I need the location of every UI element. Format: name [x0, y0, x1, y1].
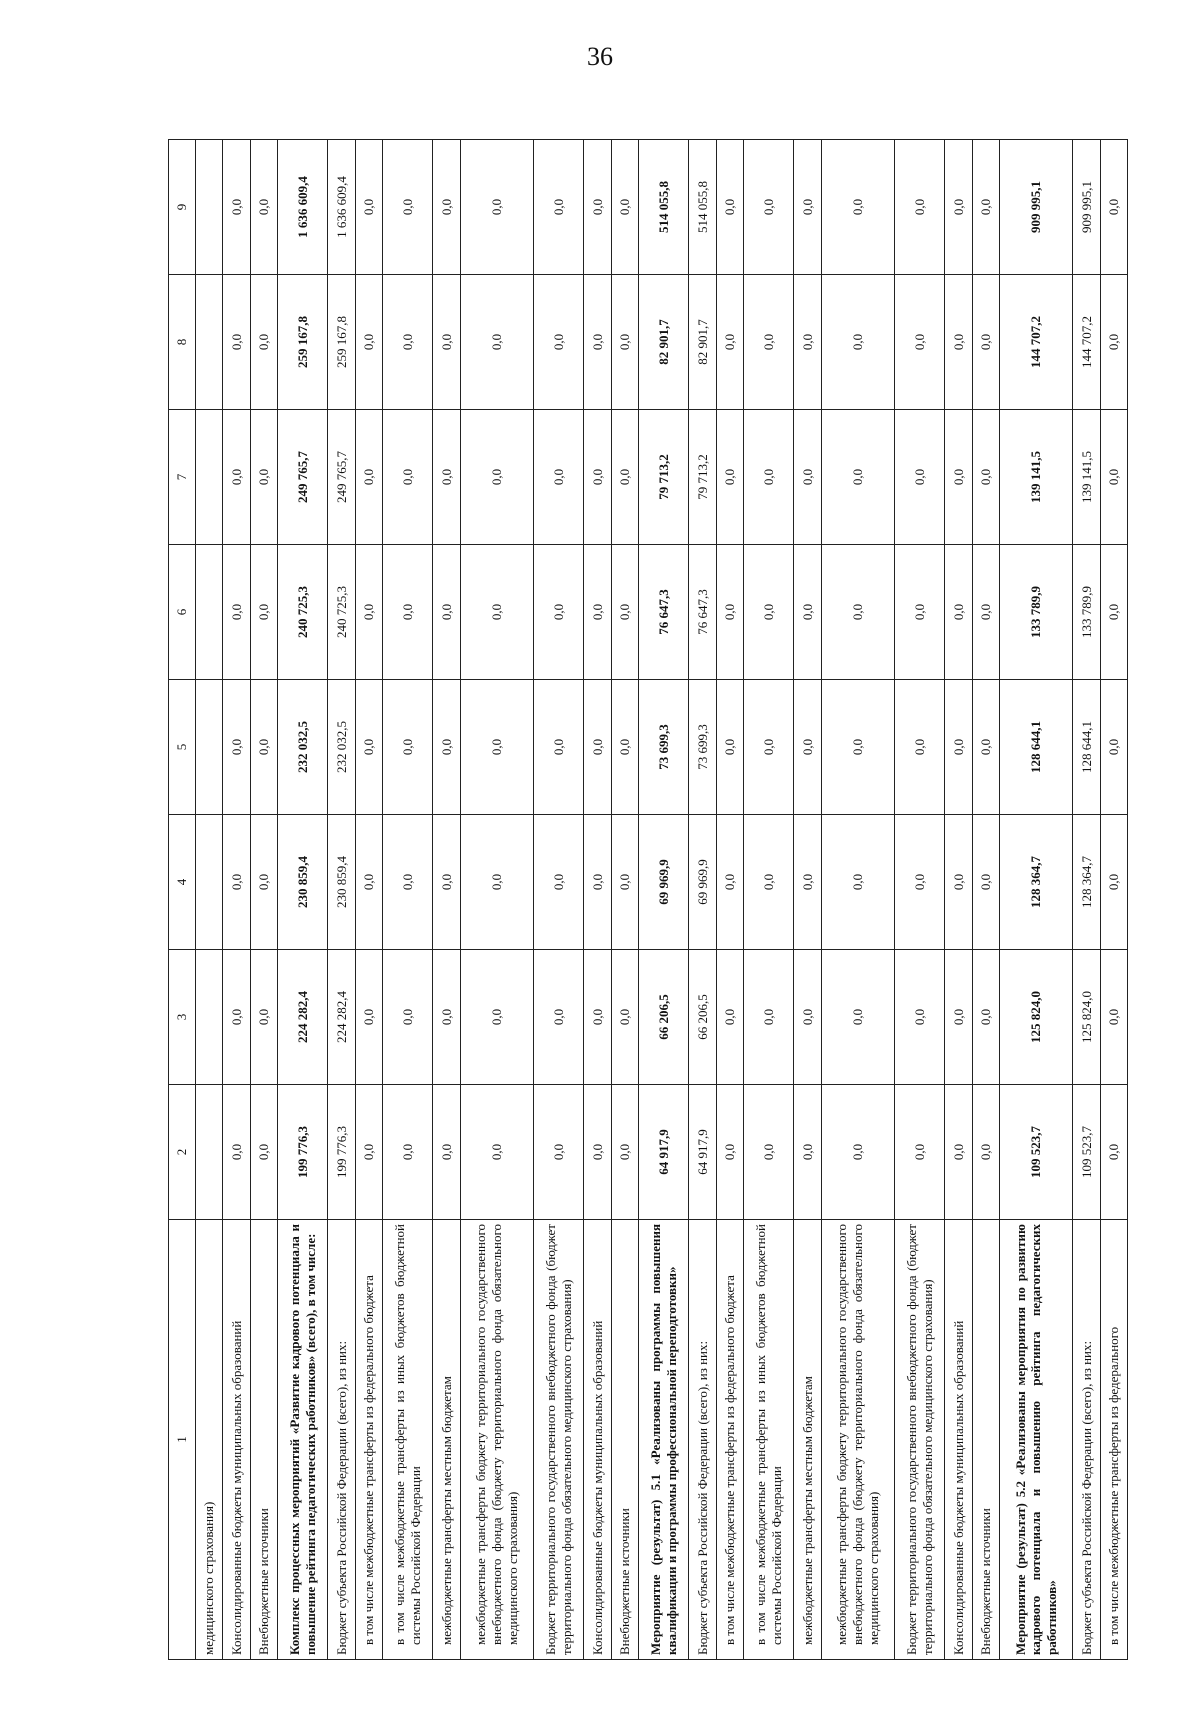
cell-value — [196, 680, 223, 815]
row-label: Бюджет субъекта Российской Федерации (всего), из них: — [328, 1220, 355, 1660]
table-row — [894, 140, 944, 1660]
cell-value: 259 167,8 — [278, 275, 328, 410]
cell-value: 0,0 — [1100, 140, 1127, 275]
cell-value: 0,0 — [611, 1085, 638, 1220]
cell-value: 144 707,2 — [1073, 275, 1100, 410]
cell-value: 0,0 — [945, 950, 972, 1085]
column-header: 5 — [169, 680, 196, 815]
cell-value: 514 055,8 — [639, 140, 689, 275]
cell-value: 0,0 — [383, 1085, 433, 1220]
cell-value: 232 032,5 — [278, 680, 328, 815]
cell-value: 0,0 — [716, 410, 743, 545]
cell-value: 0,0 — [355, 950, 382, 1085]
cell-value: 0,0 — [1100, 815, 1127, 950]
column-header: 4 — [169, 815, 196, 950]
column-header: 1 — [169, 1220, 196, 1660]
cell-value: 0,0 — [534, 410, 584, 545]
cell-value: 0,0 — [383, 815, 433, 950]
cell-value: 0,0 — [584, 950, 611, 1085]
cell-value: 0,0 — [355, 545, 382, 680]
cell-value: 0,0 — [383, 140, 433, 275]
row-label: Консолидированные бюджеты муниципальных образований — [223, 1220, 250, 1660]
cell-value: 0,0 — [894, 815, 944, 950]
row-label: межбюджетные трансферты бюджету территориального государственного внебюджетного фонда (бюджету территориального фонда обязательного медицинского страхования) — [821, 1220, 894, 1660]
cell-value: 0,0 — [744, 545, 794, 680]
cell-value: 109 523,7 — [1073, 1085, 1100, 1220]
cell-value: 259 167,8 — [328, 275, 355, 410]
cell-value: 69 969,9 — [689, 815, 716, 950]
cell-value: 514 055,8 — [689, 140, 716, 275]
row-label: Бюджет субъекта Российской Федерации (всего), из них: — [1073, 1220, 1100, 1660]
cell-value: 125 824,0 — [1073, 950, 1100, 1085]
cell-value: 0,0 — [250, 1085, 277, 1220]
cell-value: 0,0 — [794, 950, 821, 1085]
cell-value: 0,0 — [1100, 275, 1127, 410]
cell-value: 240 725,3 — [278, 545, 328, 680]
cell-value: 0,0 — [355, 140, 382, 275]
table-row — [355, 140, 382, 1660]
cell-value: 0,0 — [821, 1085, 894, 1220]
cell-value: 0,0 — [1100, 1085, 1127, 1220]
cell-value: 0,0 — [383, 950, 433, 1085]
cell-value: 0,0 — [716, 1085, 743, 1220]
cell-value: 133 789,9 — [1073, 545, 1100, 680]
cell-value: 0,0 — [716, 680, 743, 815]
cell-value: 0,0 — [945, 410, 972, 545]
cell-value: 79 713,2 — [689, 410, 716, 545]
row-label: межбюджетные трансферты местным бюджетам — [794, 1220, 821, 1660]
cell-value: 0,0 — [821, 950, 894, 1085]
cell-value: 249 765,7 — [328, 410, 355, 545]
cell-value: 0,0 — [821, 410, 894, 545]
cell-value: 0,0 — [894, 950, 944, 1085]
cell-value: 0,0 — [383, 410, 433, 545]
cell-value: 109 523,7 — [999, 1085, 1072, 1220]
cell-value: 139 141,5 — [999, 410, 1072, 545]
cell-value: 0,0 — [250, 545, 277, 680]
cell-value: 0,0 — [223, 410, 250, 545]
cell-value: 0,0 — [1100, 950, 1127, 1085]
cell-value: 0,0 — [972, 950, 999, 1085]
cell-value: 232 032,5 — [328, 680, 355, 815]
cell-value: 0,0 — [584, 815, 611, 950]
row-label: в том числе межбюджетные трансферты из федерального бюджета — [716, 1220, 743, 1660]
cell-value: 0,0 — [744, 950, 794, 1085]
cell-value: 0,0 — [250, 410, 277, 545]
column-header: 6 — [169, 545, 196, 680]
cell-value: 909 995,1 — [1073, 140, 1100, 275]
cell-value: 0,0 — [945, 275, 972, 410]
cell-value: 0,0 — [433, 815, 460, 950]
cell-value: 0,0 — [972, 815, 999, 950]
cell-value: 139 141,5 — [1073, 410, 1100, 545]
cell-value: 0,0 — [716, 815, 743, 950]
cell-value: 0,0 — [534, 815, 584, 950]
cell-value: 0,0 — [460, 680, 533, 815]
cell-value: 0,0 — [1100, 410, 1127, 545]
page-number: 36 — [587, 42, 613, 71]
column-header: 8 — [169, 275, 196, 410]
cell-value: 0,0 — [584, 1085, 611, 1220]
table-row — [584, 140, 611, 1660]
cell-value: 73 699,3 — [689, 680, 716, 815]
cell-value: 0,0 — [821, 545, 894, 680]
cell-value: 224 282,4 — [278, 950, 328, 1085]
table-row — [999, 140, 1072, 1660]
cell-value: 0,0 — [584, 275, 611, 410]
row-label: Внебюджетные источники — [250, 1220, 277, 1660]
table-row — [433, 140, 460, 1660]
cell-value: 69 969,9 — [639, 815, 689, 950]
table-row — [716, 140, 743, 1660]
cell-value: 0,0 — [460, 275, 533, 410]
cell-value: 0,0 — [821, 680, 894, 815]
cell-value: 0,0 — [972, 545, 999, 680]
cell-value: 0,0 — [894, 545, 944, 680]
table-row — [639, 140, 689, 1660]
column-header: 9 — [169, 140, 196, 275]
row-label: в том числе межбюджетные трансферты из иных бюджетов бюджетной системы Российской Федерации — [744, 1220, 794, 1660]
cell-value: 0,0 — [1100, 545, 1127, 680]
table-row — [328, 140, 355, 1660]
cell-value: 0,0 — [383, 545, 433, 680]
cell-value: 0,0 — [744, 1085, 794, 1220]
table-row — [1073, 140, 1100, 1660]
cell-value: 0,0 — [355, 410, 382, 545]
cell-value: 0,0 — [534, 950, 584, 1085]
cell-value: 0,0 — [433, 1085, 460, 1220]
cell-value: 0,0 — [433, 545, 460, 680]
cell-value: 230 859,4 — [278, 815, 328, 950]
cell-value: 0,0 — [383, 275, 433, 410]
cell-value: 230 859,4 — [328, 815, 355, 950]
row-label: Внебюджетные источники — [611, 1220, 638, 1660]
cell-value: 0,0 — [744, 680, 794, 815]
cell-value: 0,0 — [794, 815, 821, 950]
cell-value: 0,0 — [460, 140, 533, 275]
cell-value: 0,0 — [534, 545, 584, 680]
cell-value — [196, 815, 223, 950]
cell-value: 0,0 — [972, 140, 999, 275]
cell-value: 0,0 — [223, 1085, 250, 1220]
cell-value: 0,0 — [460, 815, 533, 950]
cell-value: 64 917,9 — [639, 1085, 689, 1220]
row-label: межбюджетные трансферты бюджету территориального государственного внебюджетного фонда (бюджету территориального фонда обязательного медицинского страхования) — [460, 1220, 533, 1660]
cell-value: 0,0 — [223, 950, 250, 1085]
row-label: в том числе межбюджетные трансферты из федерального — [1100, 1220, 1127, 1660]
rotated-table-wrapper — [168, 140, 1128, 1660]
table-row — [1100, 140, 1127, 1660]
cell-value: 0,0 — [794, 410, 821, 545]
cell-value: 199 776,3 — [328, 1085, 355, 1220]
cell-value: 125 824,0 — [999, 950, 1072, 1085]
cell-value: 0,0 — [972, 410, 999, 545]
row-label: Консолидированные бюджеты муниципальных образований — [584, 1220, 611, 1660]
row-label: Комплекс процессных мероприятий «Развитие кадрового потенциала и повышение рейтинга педагогических работников» (всего), в том числе: — [278, 1220, 328, 1660]
cell-value: 0,0 — [355, 275, 382, 410]
cell-value: 0,0 — [744, 275, 794, 410]
cell-value: 0,0 — [433, 275, 460, 410]
cell-value: 0,0 — [972, 275, 999, 410]
cell-value: 0,0 — [744, 140, 794, 275]
cell-value: 0,0 — [355, 815, 382, 950]
row-label: Мероприятие (результат) 5.2 «Реализованы мероприятия по развитию кадрового потенциала и повышению рейтинга педагогических работников» — [999, 1220, 1072, 1660]
cell-value: 224 282,4 — [328, 950, 355, 1085]
cell-value: 0,0 — [611, 140, 638, 275]
cell-value: 0,0 — [744, 410, 794, 545]
cell-value: 0,0 — [250, 950, 277, 1085]
cell-value: 0,0 — [534, 140, 584, 275]
row-label: Бюджет территориального государственного внебюджетного фонда (бюджет территориального фонда обязательного медицинского страхования) — [534, 1220, 584, 1660]
cell-value: 0,0 — [534, 275, 584, 410]
column-header: 3 — [169, 950, 196, 1085]
cell-value: 0,0 — [433, 680, 460, 815]
row-label: Бюджет субъекта Российской Федерации (всего), из них: — [689, 1220, 716, 1660]
cell-value: 909 995,1 — [999, 140, 1072, 275]
cell-value: 0,0 — [945, 1085, 972, 1220]
cell-value: 0,0 — [794, 545, 821, 680]
row-label: Консолидированные бюджеты муниципальных образований — [945, 1220, 972, 1660]
cell-value: 66 206,5 — [689, 950, 716, 1085]
cell-value: 0,0 — [534, 1085, 584, 1220]
cell-value: 0,0 — [1100, 680, 1127, 815]
cell-value: 133 789,9 — [999, 545, 1072, 680]
table-row — [278, 140, 328, 1660]
cell-value: 0,0 — [250, 815, 277, 950]
cell-value: 0,0 — [433, 950, 460, 1085]
cell-value: 66 206,5 — [639, 950, 689, 1085]
table-header-row — [169, 140, 196, 1660]
row-label: межбюджетные трансферты местным бюджетам — [433, 1220, 460, 1660]
cell-value: 0,0 — [716, 275, 743, 410]
table-row — [972, 140, 999, 1660]
cell-value: 0,0 — [945, 140, 972, 275]
cell-value: 0,0 — [744, 815, 794, 950]
cell-value: 76 647,3 — [639, 545, 689, 680]
table-row — [534, 140, 584, 1660]
cell-value: 0,0 — [250, 140, 277, 275]
cell-value: 0,0 — [716, 950, 743, 1085]
cell-value: 0,0 — [611, 680, 638, 815]
cell-value — [196, 140, 223, 275]
cell-value: 0,0 — [584, 410, 611, 545]
cell-value: 0,0 — [794, 680, 821, 815]
cell-value: 199 776,3 — [278, 1085, 328, 1220]
cell-value — [196, 410, 223, 545]
cell-value: 0,0 — [460, 950, 533, 1085]
row-label: медицинского страхования) — [196, 1220, 223, 1660]
row-label: Внебюджетные источники — [972, 1220, 999, 1660]
cell-value: 0,0 — [223, 545, 250, 680]
cell-value: 0,0 — [223, 275, 250, 410]
table-row — [223, 140, 250, 1660]
cell-value: 82 901,7 — [639, 275, 689, 410]
cell-value — [196, 545, 223, 680]
column-header: 2 — [169, 1085, 196, 1220]
column-header: 7 — [169, 410, 196, 545]
cell-value: 128 364,7 — [1073, 815, 1100, 950]
cell-value: 0,0 — [945, 545, 972, 680]
cell-value: 0,0 — [223, 140, 250, 275]
cell-value: 128 644,1 — [1073, 680, 1100, 815]
cell-value: 0,0 — [821, 275, 894, 410]
cell-value: 73 699,3 — [639, 680, 689, 815]
cell-value: 0,0 — [972, 680, 999, 815]
cell-value: 0,0 — [894, 140, 944, 275]
cell-value: 79 713,2 — [639, 410, 689, 545]
row-label: в том числе межбюджетные трансферты из федерального бюджета — [355, 1220, 382, 1660]
cell-value: 0,0 — [794, 1085, 821, 1220]
cell-value: 240 725,3 — [328, 545, 355, 680]
table-row — [250, 140, 277, 1660]
row-label: Мероприятие (результат) 5.1 «Реализованы программы повышения квалификации и программы профессиональной переподготовки» — [639, 1220, 689, 1660]
cell-value: 0,0 — [611, 545, 638, 680]
cell-value: 1 636 609,4 — [278, 140, 328, 275]
cell-value: 0,0 — [894, 410, 944, 545]
cell-value: 0,0 — [433, 410, 460, 545]
cell-value: 0,0 — [534, 680, 584, 815]
cell-value — [196, 950, 223, 1085]
cell-value: 0,0 — [894, 1085, 944, 1220]
table-row — [689, 140, 716, 1660]
cell-value: 0,0 — [584, 545, 611, 680]
table-row — [196, 140, 223, 1660]
cell-value: 0,0 — [716, 545, 743, 680]
cell-value: 0,0 — [250, 275, 277, 410]
table-body — [196, 140, 1128, 1660]
budget-table — [168, 139, 1128, 1660]
row-label: в том числе межбюджетные трансферты из иных бюджетов бюджетной системы Российской Федерации — [383, 1220, 433, 1660]
cell-value: 0,0 — [223, 815, 250, 950]
cell-value: 0,0 — [250, 680, 277, 815]
cell-value: 0,0 — [611, 950, 638, 1085]
cell-value: 0,0 — [223, 680, 250, 815]
cell-value: 0,0 — [945, 680, 972, 815]
cell-value: 0,0 — [460, 545, 533, 680]
cell-value: 1 636 609,4 — [328, 140, 355, 275]
cell-value: 0,0 — [584, 140, 611, 275]
table-row — [611, 140, 638, 1660]
table-row — [821, 140, 894, 1660]
cell-value: 0,0 — [433, 140, 460, 275]
table-row — [744, 140, 794, 1660]
cell-value: 0,0 — [972, 1085, 999, 1220]
cell-value: 0,0 — [894, 275, 944, 410]
cell-value: 0,0 — [355, 1085, 382, 1220]
cell-value: 0,0 — [821, 815, 894, 950]
cell-value: 128 364,7 — [999, 815, 1072, 950]
table-row — [945, 140, 972, 1660]
cell-value: 128 644,1 — [999, 680, 1072, 815]
cell-value: 249 765,7 — [278, 410, 328, 545]
cell-value: 0,0 — [355, 680, 382, 815]
cell-value — [196, 1085, 223, 1220]
table-row — [460, 140, 533, 1660]
cell-value: 0,0 — [460, 1085, 533, 1220]
cell-value: 0,0 — [611, 815, 638, 950]
cell-value: 0,0 — [894, 680, 944, 815]
cell-value: 0,0 — [611, 410, 638, 545]
cell-value: 0,0 — [611, 275, 638, 410]
table-row — [794, 140, 821, 1660]
cell-value: 0,0 — [945, 815, 972, 950]
cell-value: 0,0 — [821, 140, 894, 275]
cell-value: 0,0 — [794, 275, 821, 410]
cell-value: 64 917,9 — [689, 1085, 716, 1220]
cell-value: 0,0 — [383, 680, 433, 815]
cell-value: 0,0 — [716, 140, 743, 275]
cell-value: 144 707,2 — [999, 275, 1072, 410]
cell-value: 82 901,7 — [689, 275, 716, 410]
cell-value: 0,0 — [584, 680, 611, 815]
row-label: Бюджет территориального государственного внебюджетного фонда (бюджет территориального фонда обязательного медицинского страхования) — [894, 1220, 944, 1660]
cell-value: 0,0 — [794, 140, 821, 275]
cell-value: 0,0 — [460, 410, 533, 545]
cell-value: 76 647,3 — [689, 545, 716, 680]
table-row — [383, 140, 433, 1660]
cell-value — [196, 275, 223, 410]
